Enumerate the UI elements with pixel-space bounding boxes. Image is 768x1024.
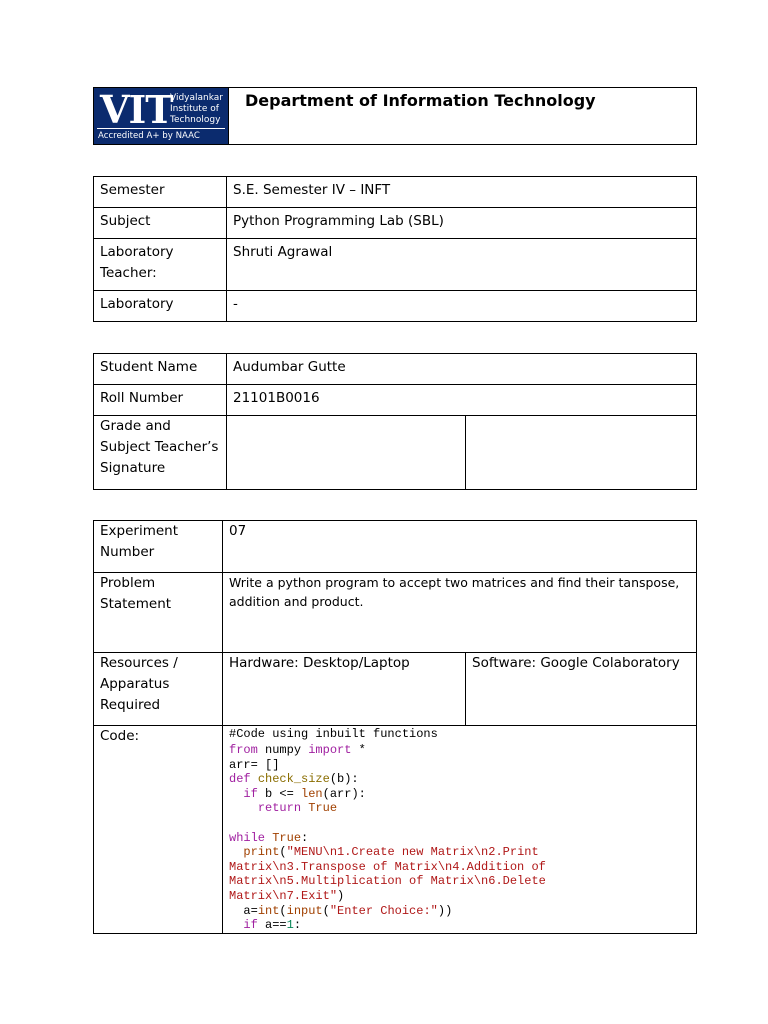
code-token: len xyxy=(301,786,323,801)
code-token: while xyxy=(229,830,266,845)
code-token: )) xyxy=(437,903,453,918)
semester-label: Semester xyxy=(94,177,227,208)
lab-teacher-value: Shruti Agrawal xyxy=(227,239,697,291)
code-cell xyxy=(223,726,697,934)
code-token: return xyxy=(257,801,302,816)
course-info-table xyxy=(93,176,697,322)
laboratory-label: Laboratory xyxy=(94,291,227,322)
department-title: Department of Information Technology xyxy=(229,88,697,145)
experiment-table xyxy=(93,520,697,934)
code-token xyxy=(229,918,243,932)
experiment-number-label xyxy=(94,521,223,573)
student-info-table xyxy=(93,353,697,490)
code-token: True xyxy=(272,830,302,845)
problem-statement-value xyxy=(223,573,697,653)
label-line: Statement xyxy=(100,596,172,612)
code-token: 1 xyxy=(286,918,294,933)
problem-line: addition and product. xyxy=(229,594,364,609)
label-line: Number xyxy=(100,544,155,560)
code-token xyxy=(229,801,258,815)
code-line xyxy=(229,831,690,846)
label-line: Resources / xyxy=(100,655,178,671)
code-token: int xyxy=(257,903,280,918)
subject-label: Subject xyxy=(94,208,227,239)
code-token: if xyxy=(243,918,258,933)
code-token: print xyxy=(243,845,280,860)
logo-institute-name xyxy=(170,93,226,126)
code-line xyxy=(229,772,690,787)
code-token: "MENU\n1.Create new Matrix\n2.Print xyxy=(286,845,539,860)
logo-sub-line: Vidyalankar xyxy=(170,93,224,103)
subject-value: Python Programming Lab (SBL) xyxy=(227,208,697,239)
vit-logo xyxy=(94,88,228,144)
code-line xyxy=(229,758,690,773)
code-token: ( xyxy=(322,903,330,918)
software-value: Software: Google Colaboratory xyxy=(466,653,697,726)
code-token: a= xyxy=(229,903,258,918)
code-line xyxy=(229,904,690,919)
code-line xyxy=(229,845,690,860)
code-token: import xyxy=(308,743,352,757)
student-name-label: Student Name xyxy=(94,354,227,385)
code-line xyxy=(229,918,690,933)
code-token: Matrix\n5.Multiplication of Matrix\n6.Delete xyxy=(229,874,546,889)
code-token: ( xyxy=(279,845,287,860)
logo-cell xyxy=(94,88,229,145)
hardware-value: Hardware: Desktop/Laptop xyxy=(223,653,466,726)
label-line: Problem xyxy=(100,575,156,591)
label-line: Experiment xyxy=(100,523,179,539)
code-line xyxy=(229,874,690,889)
code-token: True xyxy=(308,801,338,816)
code-token: ( xyxy=(279,903,287,918)
label-line: Laboratory xyxy=(100,244,174,260)
label-line: Teacher: xyxy=(100,265,157,281)
code-line xyxy=(229,889,690,904)
label-line: Required xyxy=(100,697,161,713)
roll-number-label: Roll Number xyxy=(94,385,227,416)
code-token: if xyxy=(243,786,258,801)
code-token: (arr): xyxy=(322,786,366,801)
semester-value: S.E. Semester IV – INFT xyxy=(227,177,697,208)
logo-divider xyxy=(97,128,225,129)
code-line xyxy=(229,801,690,816)
label-line: Grade and xyxy=(100,418,171,434)
code-token xyxy=(229,787,243,801)
code-token: ) xyxy=(337,888,345,903)
code-token: Matrix\n3.Transpose of Matrix\n4.Addition of xyxy=(229,859,546,874)
roll-number-value: 21101B0016 xyxy=(227,385,697,416)
code-token: input xyxy=(286,903,323,918)
code-line xyxy=(229,860,690,875)
code-token: : xyxy=(301,830,309,845)
code-line xyxy=(229,787,690,802)
header-table xyxy=(93,87,697,145)
signature-cell xyxy=(466,416,697,490)
code-token: from xyxy=(229,743,258,757)
code-token xyxy=(251,772,258,786)
code-token: numpy xyxy=(257,743,309,757)
code-label: Code: xyxy=(94,726,223,934)
code-block xyxy=(229,743,690,933)
code-token: b <= xyxy=(257,786,302,801)
laboratory-value: - xyxy=(227,291,697,322)
code-token xyxy=(229,845,243,859)
code-line xyxy=(229,743,690,758)
grade-cell xyxy=(227,416,466,490)
experiment-number-value: 07 xyxy=(223,521,697,573)
label-line: Subject Teacher’s xyxy=(100,439,219,455)
code-heading: #Code using inbuilt functions xyxy=(229,727,438,741)
student-name-value: Audumbar Gutte xyxy=(227,354,697,385)
code-token: a== xyxy=(257,918,287,933)
code-token: (b): xyxy=(329,772,359,787)
code-token: "Enter Choice:" xyxy=(329,903,438,918)
code-token: : xyxy=(293,918,302,933)
code-token: Matrix\n7.Exit" xyxy=(229,888,338,903)
problem-statement-label xyxy=(94,573,223,653)
resources-label xyxy=(94,653,223,726)
logo-sub-line: Institute of xyxy=(170,104,219,114)
logo-sub-line: Technology xyxy=(170,115,221,125)
code-line xyxy=(229,816,690,831)
code-token: * xyxy=(351,743,366,757)
logo-accreditation: Accredited A+ by NAAC xyxy=(98,131,200,141)
logo-text: VIT xyxy=(100,87,173,132)
code-token: check_size xyxy=(257,772,330,787)
grade-signature-label xyxy=(94,416,227,490)
lab-teacher-label xyxy=(94,239,227,291)
problem-line: Write a python program to accept two matrices and find their tanspose, xyxy=(229,575,680,590)
label-line: Apparatus xyxy=(100,676,170,692)
code-token: arr= [] xyxy=(229,757,280,772)
label-line: Signature xyxy=(100,460,166,476)
code-token: def xyxy=(229,772,251,787)
